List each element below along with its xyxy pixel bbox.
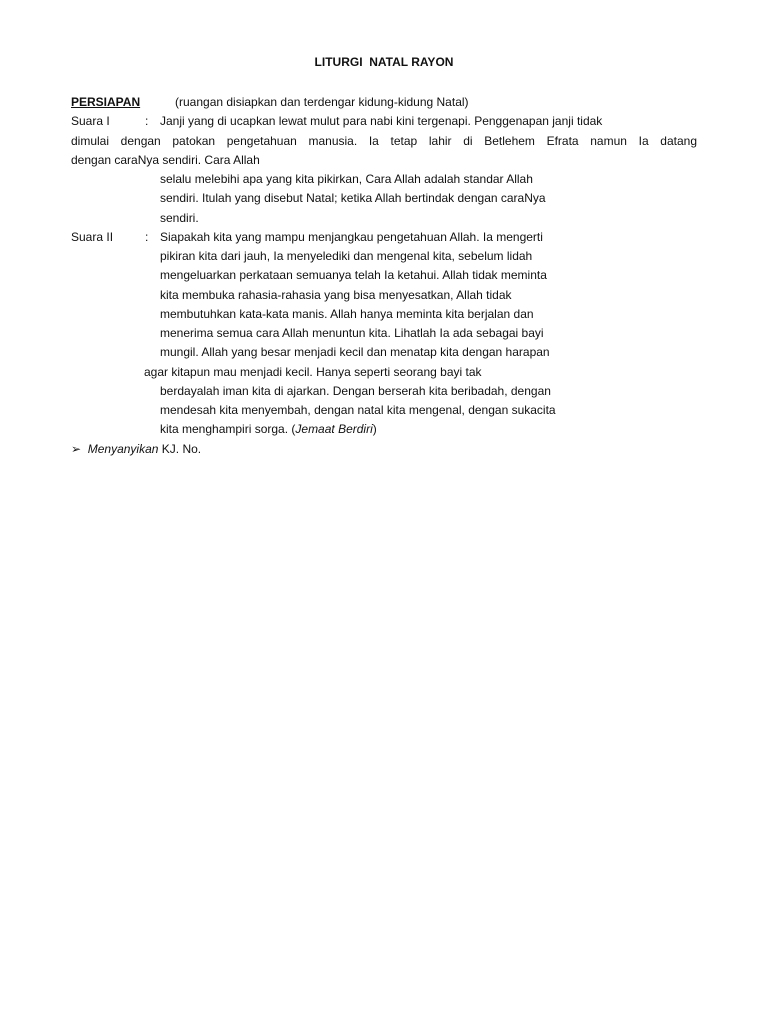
persiapan-label: PERSIAPAN [71,95,141,109]
suara1-line-3: dengan caraNya sendiri. Cara Allah [71,153,260,167]
suara2-line: mengeluarkan perkataan semuanya telah Ia ketahui. Allah tidak meminta [160,268,547,282]
suara1-line-4: selalu melebihi apa yang kita pikirkan, Cara Allah adalah standar Allah [160,172,533,186]
suara2-line: pikiran kita dari jauh, Ia menyelediki dan mengenal kita, sebelum lidah [160,249,533,263]
bullet-italic-text: Menyanyikan [87,442,159,456]
suara1-line-6: sendiri. [160,211,199,225]
suara1-line-5: sendiri. Itulah yang disebut Natal; ketika Allah bertindak dengan caraNya [160,191,546,205]
persiapan-note: (ruangan disiapkan dan terdengar kidung-kidung Natal) [175,95,469,109]
suara2-line: menerima semua cara Allah menuntun kita. Lihatlah Ia ada sebagai bayi [160,326,544,340]
suara2-line: membutuhkan kata-kata manis. Allah hanya meminta kita berjalan dan [160,307,534,321]
jemaat-berdiri-note: Jemaat Berdiri [295,422,373,436]
suara1-label: Suara I [71,114,110,128]
suara2-line: kita membuka rahasia-rahasia yang bisa menyesatkan, Allah tidak [160,288,512,302]
suara2-line: Siapakah kita yang mampu menjangkau pengetahuan Allah. Ia mengerti [160,230,543,244]
suara2-colon: : [145,230,149,244]
suara1-colon: : [145,114,149,128]
arrow-bullet-icon: ➢ [71,442,82,456]
suara1-line-1: Janji yang di ucapkan lewat mulut para nabi kini tergenapi. Penggenapan janji tidak [160,114,603,128]
document-title: LITURGI NATAL RAYON [314,55,454,69]
bullet-text: KJ. No. [158,442,202,456]
suara2-label: Suara II [71,230,114,244]
suara2-outdent-line: agar kitapun mau menjadi kecil. Hanya seperti seorang bayi tak [144,365,482,379]
suara2-line: mungil. Allah yang besar menjadi kecil dan menatap kita dengan harapan [160,345,550,359]
suara2-last-line: kita menghampiri sorga. (Jemaat Berdiri) [160,422,377,436]
suara2-line: mendesah kita menyembah, dengan natal kita mengenal, dengan sukacita [160,403,556,417]
bullet-item [71,441,201,457]
suara2-line: berdayalah iman kita di ajarkan. Dengan berserah kita beribadah, dengan [160,384,551,398]
suara1-line-2: dimulai dengan patokan pengetahuan manusia. Ia tetap lahir di Betlehem Efrata namun Ia datang [71,134,697,148]
